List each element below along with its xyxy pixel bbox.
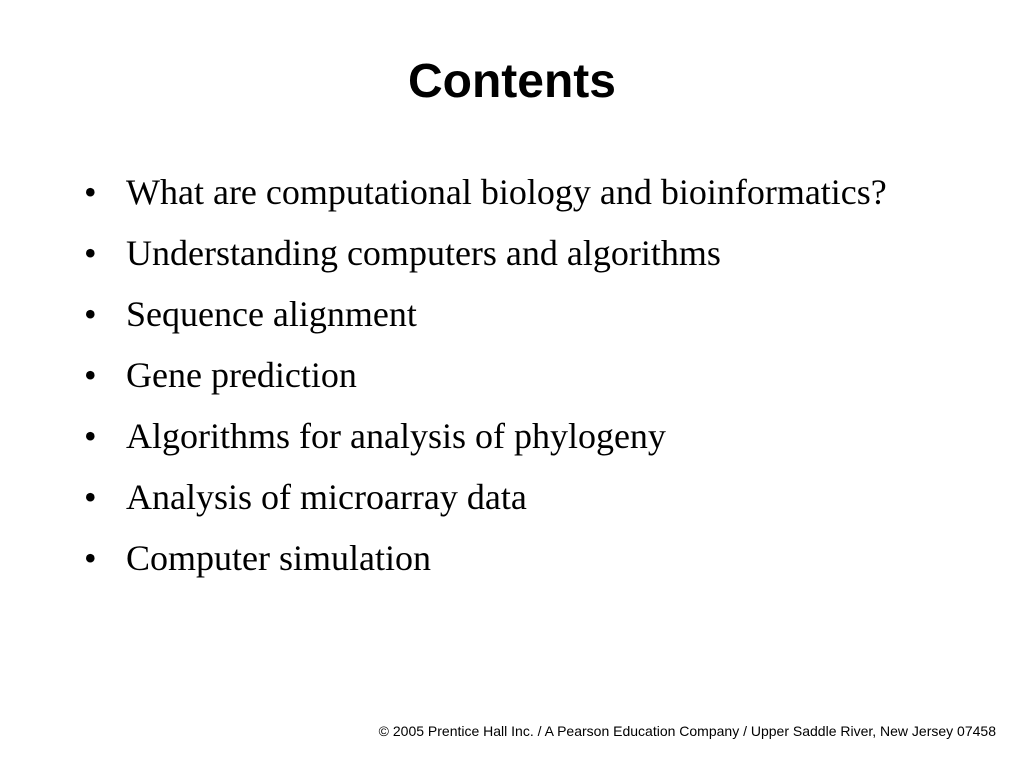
bullet-icon: • (84, 416, 97, 456)
bullet-item (84, 473, 944, 522)
bullet-text: Computer simulation (126, 538, 431, 578)
bullet-icon: • (84, 233, 97, 273)
bullet-text: Sequence alignment (126, 294, 417, 334)
bullet-item (84, 412, 944, 461)
bullet-item (84, 168, 944, 217)
bullet-text: Algorithms for analysis of phylogeny (126, 416, 666, 456)
bullet-icon: • (84, 172, 97, 212)
bullet-item (84, 351, 944, 400)
bullet-text: Understanding computers and algorithms (126, 233, 721, 273)
bullet-icon: • (84, 355, 97, 395)
bullet-icon: • (84, 477, 97, 517)
bullet-list (84, 168, 944, 595)
bullet-item (84, 290, 944, 339)
bullet-text: Gene prediction (126, 355, 357, 395)
bullet-item (84, 534, 944, 583)
slide-title: Contents (408, 55, 616, 108)
bullet-text: Analysis of microarray data (126, 477, 527, 517)
bullet-item (84, 229, 944, 278)
bullet-text: What are computational biology and bioinformatics? (126, 172, 887, 212)
bullet-icon: • (84, 294, 97, 334)
bullet-icon: • (84, 538, 97, 578)
copyright-footer: © 2005 Prentice Hall Inc. / A Pearson Education Company / Upper Saddle River, New Jersey 07458 (378, 723, 996, 739)
